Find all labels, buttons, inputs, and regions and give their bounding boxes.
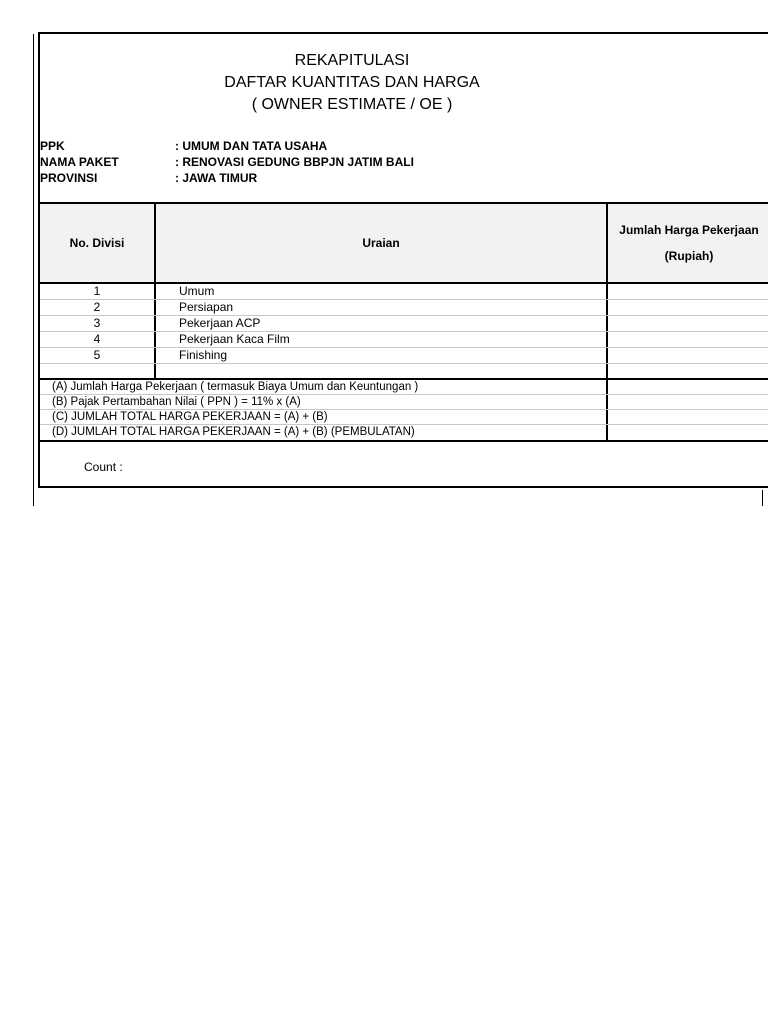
summary-text: (A) Jumlah Harga Pekerjaan ( termasuk Biaya Umum dan Keuntungan ) xyxy=(52,381,419,393)
info-row-provinsi xyxy=(40,170,414,186)
row-uraian: Umum xyxy=(179,284,215,298)
info-value: : JAWA TIMUR xyxy=(175,171,258,185)
project-info xyxy=(40,138,414,186)
header-no-divisi: No. Divisi xyxy=(69,236,125,250)
info-label: NAMA PAKET xyxy=(40,155,119,169)
rekapitulasi-sheet xyxy=(38,32,768,488)
table-row xyxy=(40,284,768,300)
summary-text: (C) JUMLAH TOTAL HARGA PEKERJAAN = (A) + (B) xyxy=(52,411,328,423)
summary-row-b xyxy=(40,395,768,410)
row-no: 1 xyxy=(93,284,101,298)
row-no: 3 xyxy=(93,316,101,330)
page-margin-line-right xyxy=(762,490,763,506)
row-uraian: Pekerjaan Kaca Film xyxy=(179,332,290,346)
header-jumlah-line2: (Rupiah) xyxy=(664,249,714,263)
info-row-nama-paket xyxy=(40,154,414,170)
table-row xyxy=(40,332,768,348)
row-no: 2 xyxy=(93,300,101,314)
header-jumlah-line1: Jumlah Harga Pekerjaan xyxy=(619,223,759,237)
info-value: : UMUM DAN TATA USAHA xyxy=(175,139,328,153)
page-margin-line xyxy=(33,34,34,506)
row-uraian: Pekerjaan ACP xyxy=(179,316,261,330)
table-row xyxy=(40,316,768,332)
row-no: 4 xyxy=(93,332,101,346)
summary-text: (B) Pajak Pertambahan Nilai ( PPN ) = 11% x (A) xyxy=(52,396,301,408)
summary-row-a xyxy=(40,380,768,395)
summary-text: (D) JUMLAH TOTAL HARGA PEKERJAAN = (A) + (B) (PEMBULATAN) xyxy=(52,426,415,438)
document-title xyxy=(40,50,664,116)
row-uraian: Finishing xyxy=(179,348,228,362)
title-line-3: ( OWNER ESTIMATE / OE ) xyxy=(251,96,453,113)
header-jumlah-harga xyxy=(608,204,768,282)
info-label: PPK xyxy=(40,139,65,153)
table-row xyxy=(40,348,768,364)
summary-row-c xyxy=(40,410,768,425)
title-line-2: DAFTAR KUANTITAS DAN HARGA xyxy=(224,74,480,91)
row-no: 5 xyxy=(93,348,101,362)
table-header xyxy=(40,202,768,284)
row-uraian: Persiapan xyxy=(179,300,234,314)
info-row-ppk xyxy=(40,138,414,154)
title-line-1: REKAPITULASI xyxy=(294,52,410,69)
info-value: : RENOVASI GEDUNG BBPJN JATIM BALI xyxy=(175,155,414,169)
count-label: Count : xyxy=(84,460,123,474)
summary-block xyxy=(40,378,768,442)
header-uraian: Uraian xyxy=(362,236,400,250)
summary-row-d xyxy=(40,425,768,440)
info-label: PROVINSI xyxy=(40,171,98,185)
table-row xyxy=(40,300,768,316)
